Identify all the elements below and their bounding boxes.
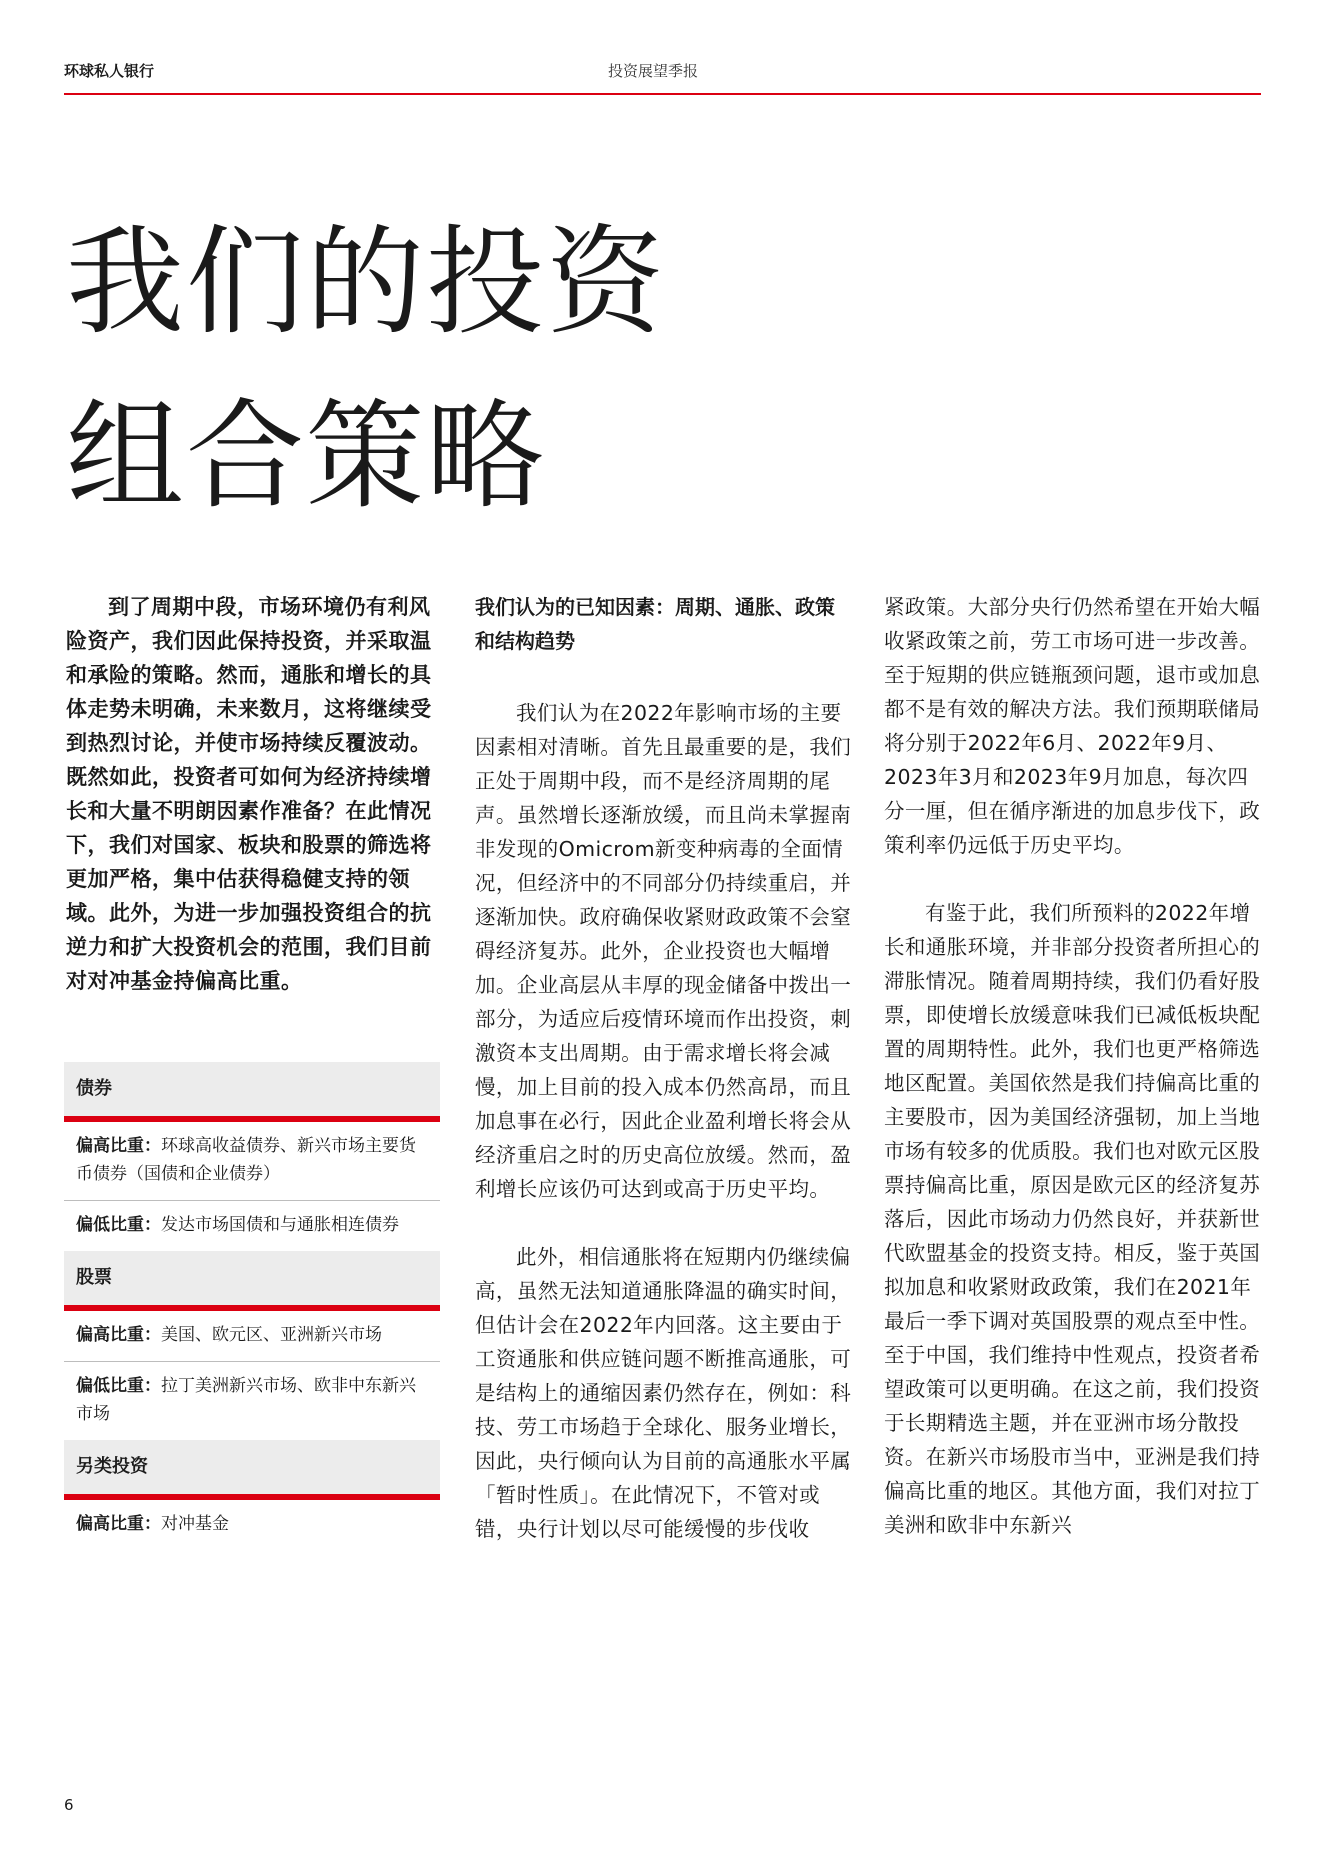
overweight-value: 环球高收益债券、新兴市场主要货币债券（国债和企业债券） bbox=[76, 1136, 416, 1184]
header-divider bbox=[64, 93, 1261, 95]
body-paragraph: 紧政策。大部分央行仍然希望在开始大幅收紧政策之前，劳工市场可进一步改善。至于短期的供应链瓶颈问题，退市或加息都不是有效的解决方法。我们预期联储局将分别于2022年6月、2022年9月、2023年3月和2023年9月加息，每次四分一厘，但在循序渐进的加息步伐下，政策利率仍远低于历史平均。 bbox=[884, 595, 1261, 857]
equities-section bbox=[64, 1251, 440, 1440]
equities-overweight-row bbox=[64, 1311, 440, 1362]
overweight-value: 美国、欧元区、亚洲新兴市场 bbox=[161, 1325, 382, 1345]
page-title-line-2: 组合策略 bbox=[66, 387, 547, 525]
alternatives-heading: 另类投资 bbox=[64, 1440, 440, 1500]
equities-heading: 股票 bbox=[64, 1251, 440, 1311]
column-3-text bbox=[884, 590, 1262, 1542]
body-paragraph: 有鉴于此，我们所预料的2022年增长和通胀环境，并非部分投资者所担心的滞胀情况。随着周期持续，我们仍看好股票，即使增长放缓意味我们已减低板块配置的周期特性。此外，我们也更严格筛选地区配置。美国依然是我们持偏高比重的主要股市，因为美国经济强韧，加上当地市场有较多的优质股。我们也对欧元区股票持偏高比重，原因是欧元区的经济复苏落后，因此市场动力仍然良好，并获新世代欧盟基金的投资支持。相反，鉴于英国拟加息和收紧财政政策，我们在2021年最后一季下调对英国股票的观点至中性。至于中国，我们维持中性观点，投资者希望政策可以更明确。在这之前，我们投资于长期精选主题，并在亚洲市场分散投资。在新兴市场股市当中，亚洲是我们持偏高比重的地区。其他方面，我们对拉丁美洲和欧非中东新兴 bbox=[884, 901, 1261, 1537]
overweight-label: 偏高比重： bbox=[76, 1325, 161, 1345]
equities-underweight-row bbox=[64, 1362, 440, 1440]
body-column-2 bbox=[475, 590, 853, 1546]
column-2-text bbox=[475, 696, 853, 1546]
publication-name: 投资展望季报 bbox=[608, 62, 699, 80]
alternatives-section bbox=[64, 1440, 440, 1550]
body-paragraph: 此外，相信通胀将在短期内仍继续偏高，虽然无法知道通胀降温的确实时间，但估计会在2022年内回落。这主要由于工资通胀和供应链问题不断推高通胀，可是结构上的通缩因素仍然存在，例如：科技、劳工市场趋于全球化、服务业增长，因此，央行倾向认为目前的高通胀水平属「暂时性质」。在此情况下，不管对或错，央行计划以尽可能缓慢的步伐收 bbox=[475, 1245, 852, 1541]
section-subheading: 我们认为的已知因素：周期、通胀、政策和结构趋势 bbox=[475, 595, 835, 653]
bonds-underweight-row bbox=[64, 1201, 440, 1251]
intro-column bbox=[66, 590, 442, 998]
page-number: 6 bbox=[64, 1796, 74, 1814]
bonds-section bbox=[64, 1062, 440, 1251]
underweight-label: 偏低比重： bbox=[76, 1376, 161, 1396]
body-paragraph: 我们认为在2022年影响市场的主要因素相对清晰。首先且最重要的是，我们正处于周期中段，而不是经济周期的尾声。虽然增长逐渐放缓，而且尚未掌握南非发现的Omicrom新变种病毒的全面情况，但经济中的不同部分仍持续重启，并逐渐加快。政府确保收紧财政政策不会窒碍经济复苏。此外，企业投资也大幅增加。企业高层从丰厚的现金储备中拨出一部分，为适应后疫情环境而作出投资，刺激资本支出周期。由于需求增长将会减慢，加上目前的投入成本仍然高昂，而且加息事在必行，因此企业盈利增长将会从经济重启之时的历史高位放缓。然而，盈利增长应该仍可达到或高于历史平均。 bbox=[475, 701, 852, 1201]
underweight-label: 偏低比重： bbox=[76, 1215, 161, 1235]
alternatives-overweight-row bbox=[64, 1500, 440, 1550]
overweight-label: 偏高比重： bbox=[76, 1136, 161, 1156]
underweight-value: 发达市场国债和与通胀相连债券 bbox=[161, 1215, 399, 1235]
intro-paragraph: 到了周期中段，市场环境仍有利风险资产，我们因此保持投资，并采取温和承险的策略。然而，通胀和增长的具体走势未明确，未来数月，这将继续受到热烈讨论，并使市场持续反覆波动。既然如此，投资者可如何为经济持续增长和大量不明朗因素作准备？在此情况下，我们对国家、板块和股票的筛选将更加严格，集中估获得稳健支持的领域。此外，为进一步加强投资组合的抗逆力和扩大投资机会的范围，我们目前对对冲基金持偏高比重。 bbox=[66, 595, 432, 993]
underweight-value: 拉丁美洲新兴市场、欧非中东新兴市场 bbox=[76, 1376, 416, 1424]
page-title-line-1: 我们的投资 bbox=[66, 213, 667, 351]
overweight-value: 对冲基金 bbox=[161, 1514, 229, 1534]
bonds-heading: 债券 bbox=[64, 1062, 440, 1122]
page-title bbox=[66, 195, 666, 543]
bank-name: 环球私人银行 bbox=[64, 62, 155, 80]
body-column-3 bbox=[884, 590, 1262, 1542]
overweight-label: 偏高比重： bbox=[76, 1514, 161, 1534]
allocation-table bbox=[64, 1062, 440, 1550]
bonds-overweight-row bbox=[64, 1122, 440, 1201]
